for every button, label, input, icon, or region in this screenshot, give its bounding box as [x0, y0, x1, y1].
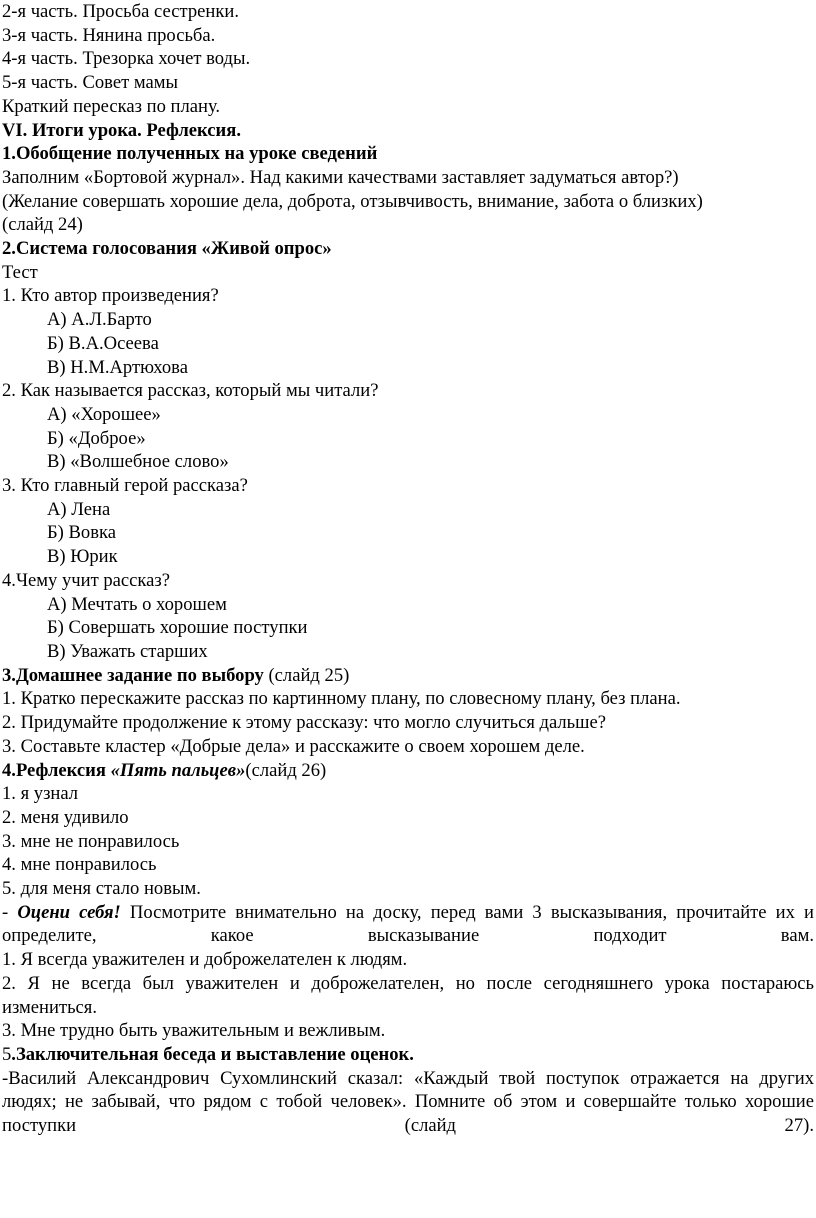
reflection-item: 1. я узнал [2, 783, 79, 805]
answer-option: Б) «Доброе» [47, 427, 146, 449]
question: 3. Кто главный герой рассказа? [2, 475, 248, 497]
plan-line: 4-я часть. Трезорка хочет воды. [2, 48, 251, 70]
homework-item: 2. Придумайте продолжение к этому рассказу: что могло случиться дальше? [2, 712, 606, 734]
statement: 2. Я не всегда был уважителен и доброжелателен, но после сегодняшнего урока постараюсь измениться. [2, 972, 814, 1018]
answer-option: В) Н.М.Артюхова [47, 356, 188, 378]
subsection-heading: 5.Заключительная беседа и выставление оценок. [2, 1043, 414, 1065]
answer-option: В) «Волшебное слово» [47, 451, 229, 473]
paragraph-line: (слайд 24) [2, 214, 83, 236]
question: 4.Чему учит рассказ? [2, 569, 171, 591]
reflection-item: 2. меня удивило [2, 806, 129, 828]
reflection-item: 4. мне понравилось [2, 854, 157, 876]
subsection-heading: 2.Система голосования «Живой опрос» [2, 238, 332, 260]
answer-option: Б) Совершать хорошие поступки [47, 617, 308, 639]
answer-option: А) Лена [47, 498, 111, 520]
section-heading: VI. Итоги урока. Рефлексия. [2, 119, 241, 141]
answer-option: В) Уважать старших [47, 640, 208, 662]
reflection-item: 5. для меня стало новым. [2, 878, 201, 900]
answer-option: Б) Вовка [47, 522, 117, 544]
subsection-heading: 1.Обобщение полученных на уроке сведений [2, 143, 378, 165]
test-label: Тест [2, 261, 38, 283]
homework-item: 3. Составьте кластер «Добрые дела» и расскажите о своем хорошем деле. [2, 735, 585, 757]
reflection-item: 3. мне не понравилось [2, 830, 180, 852]
paragraph-line: (Желание совершать хорошие дела, доброта, отзывчивость, внимание, забота о близких) [2, 190, 703, 212]
question: 2. Как называется рассказ, который мы читали? [2, 380, 379, 402]
plan-line: 3-я часть. Нянина просьба. [2, 24, 216, 46]
statement: 3. Мне трудно быть уважительным и вежливым. [2, 1020, 386, 1042]
answer-option: В) Юрик [47, 546, 118, 568]
paragraph-line: Заполним «Бортовой журнал». Над какими качествами заставляет задуматься автор?) [2, 166, 679, 188]
answer-option: А) Мечтать о хорошем [47, 593, 227, 615]
answer-option: Б) В.А.Осеева [47, 332, 159, 354]
statement: 1. Я всегда уважителен и доброжелателен к людям. [2, 949, 408, 971]
answer-option: А) А.Л.Барто [47, 309, 152, 331]
plan-line: Краткий пересказ по плану. [2, 95, 221, 117]
question: 1. Кто автор произведения? [2, 285, 219, 307]
plan-line: 5-я часть. Совет мамы [2, 72, 178, 94]
subsection-heading: 4.Рефлексия «Пять пальцев»(слайд 26) [2, 759, 327, 781]
answer-option: А) «Хорошее» [47, 403, 161, 425]
subsection-heading: 3.Домашнее задание по выбору (слайд 25) [2, 664, 350, 686]
homework-item: 1. Кратко перескажите рассказ по картинному плану, по словесному плану, без плана. [2, 688, 681, 710]
self-assessment-paragraph: - Оцени себя! Посмотрите внимательно на доску, перед вами 3 высказывания, прочитайте их и определите, какое высказывание подходит вам. [2, 901, 814, 947]
plan-line: 2-я часть. Просьба сестренки. [2, 1, 239, 22]
closing-quote-paragraph: -Василий Александрович Сухомлинский сказал: «Каждый твой поступок отражается на других людях; не забывай, что рядом с тобой человек». Помните об этом и совершайте только хорошие поступки (слайд 27). [2, 1067, 814, 1137]
